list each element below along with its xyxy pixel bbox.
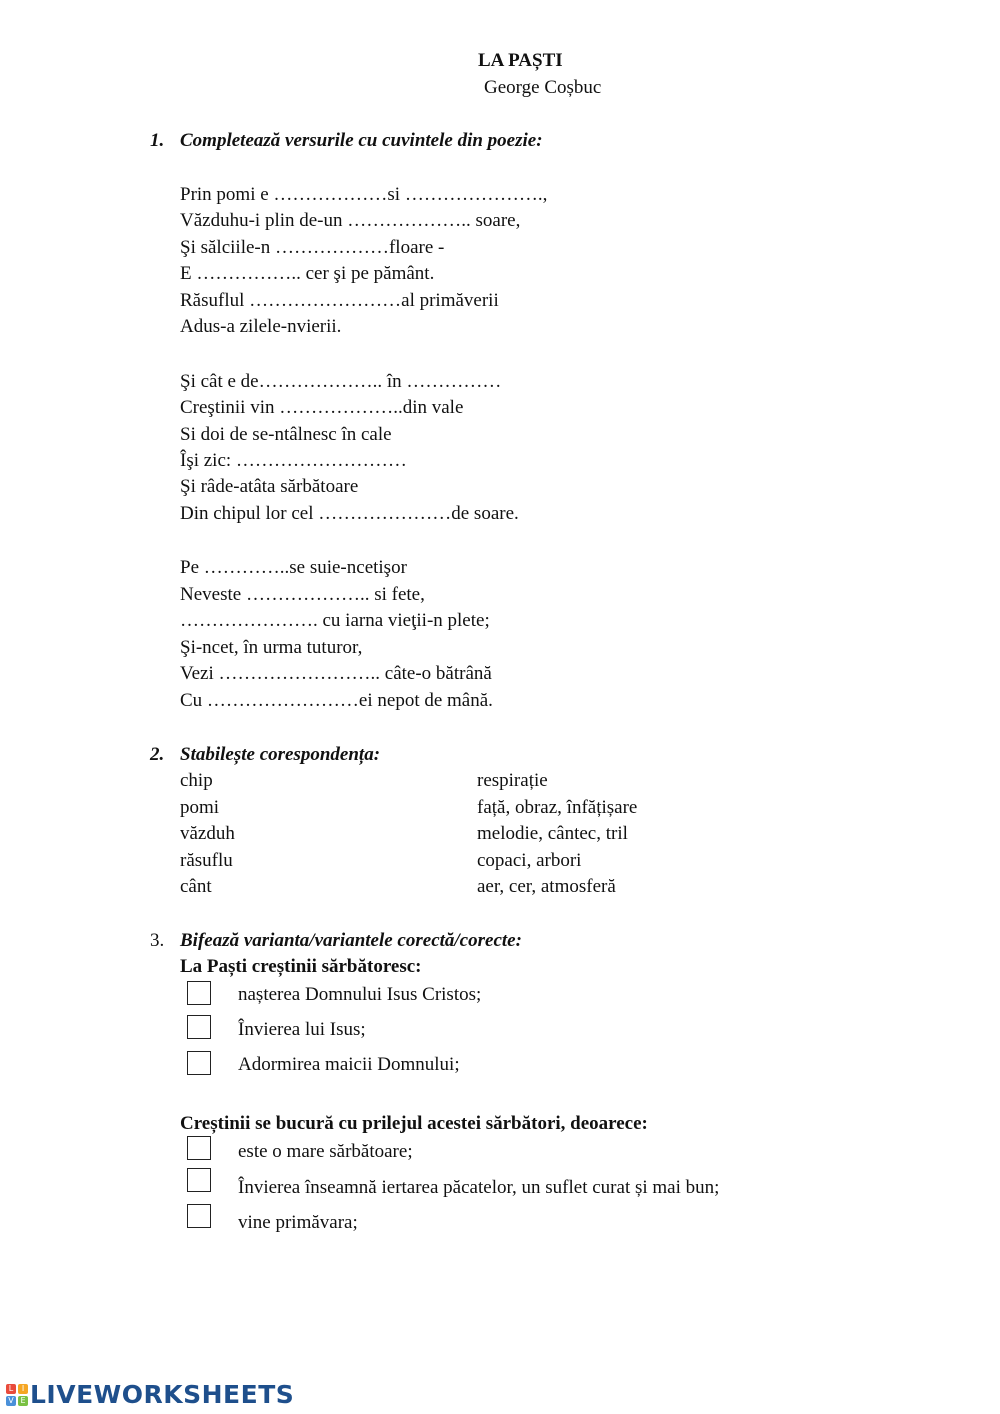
poem-line: Prin pomi e ………………si …………………., bbox=[180, 184, 548, 205]
poem-line: Cu ……………………ei nepot de mână. bbox=[180, 690, 493, 711]
match-term[interactable]: chip bbox=[180, 770, 213, 791]
liveworksheets-logo bbox=[6, 1380, 294, 1409]
exercise-1-number: 1. bbox=[150, 130, 165, 151]
match-term[interactable]: răsuflu bbox=[180, 850, 233, 871]
match-definition[interactable]: față, obraz, înfățișare bbox=[477, 797, 638, 818]
option-label: Învierea înseamnă iertarea păcatelor, un suflet curat și mai bun; bbox=[238, 1177, 720, 1198]
question-2: Creștinii se bucură cu prilejul acestei sărbători, deoarece: bbox=[180, 1113, 648, 1134]
poem-line: Răsuflul ……………………al primăverii bbox=[180, 290, 499, 311]
poem-line: Creştinii vin ………………..din vale bbox=[180, 397, 464, 418]
option-label: este o mare sărbătoare; bbox=[238, 1141, 413, 1162]
option-label: vine primăvara; bbox=[238, 1212, 358, 1233]
exercise-1-title: Completează versurile cu cuvintele din poezie: bbox=[180, 130, 543, 151]
question-1: La Paști creștinii sărbătoresc: bbox=[180, 956, 422, 977]
poem-line: Şi cât e de……………….. în …………… bbox=[180, 371, 502, 392]
poem-line: Neveste ……………….. si fete, bbox=[180, 584, 425, 605]
poem-line: E …………….. cer şi pe pământ. bbox=[180, 263, 435, 284]
option-label: Învierea lui Isus; bbox=[238, 1019, 366, 1040]
exercise-2-number: 2. bbox=[150, 744, 165, 765]
option-checkbox[interactable] bbox=[187, 1204, 211, 1228]
poem-line: Din chipul lor cel …………………de soare. bbox=[180, 503, 519, 524]
exercise-2-title: Stabilește corespondența: bbox=[180, 744, 381, 765]
match-term[interactable]: pomi bbox=[180, 797, 220, 818]
poem-line: Şi râde-atâta sărbătoare bbox=[180, 476, 359, 497]
poem-line: Şi sălciile-n ………………floare - bbox=[180, 237, 445, 258]
match-term[interactable]: văzduh bbox=[180, 823, 235, 844]
poem-line: Vezi …………………….. câte-o bătrână bbox=[180, 663, 492, 684]
option-checkbox[interactable] bbox=[187, 1168, 211, 1192]
match-definition[interactable]: melodie, cântec, tril bbox=[477, 823, 628, 844]
match-definition[interactable]: copaci, arbori bbox=[477, 850, 582, 871]
option-checkbox[interactable] bbox=[187, 981, 211, 1005]
option-checkbox[interactable] bbox=[187, 1015, 211, 1039]
poem-line: Si doi de se-ntâlnesc în cale bbox=[180, 424, 392, 445]
poem-line: Văzduhu-i plin de-un ……………….. soare, bbox=[180, 210, 521, 231]
poem-line: Adus-a zilele-nvierii. bbox=[180, 316, 342, 337]
poem-line: Îşi zic: ……………………… bbox=[180, 450, 407, 471]
poem-line: Pe …………..se suie-ncetişor bbox=[180, 557, 407, 578]
match-definition[interactable]: respirație bbox=[477, 770, 548, 791]
option-label: Adormirea maicii Domnului; bbox=[238, 1054, 460, 1075]
match-term[interactable]: cânt bbox=[180, 876, 212, 897]
exercise-3-title: Bifează varianta/variantele corectă/corecte: bbox=[180, 930, 522, 951]
author-name: George Coșbuc bbox=[484, 77, 602, 98]
logo-blocks-icon: L I V E bbox=[6, 1384, 28, 1406]
match-definition[interactable]: aer, cer, atmosferă bbox=[477, 876, 616, 897]
option-checkbox[interactable] bbox=[187, 1136, 211, 1160]
exercise-3-number: 3. bbox=[150, 930, 165, 951]
worksheet-title: LA PAȘTI bbox=[478, 50, 563, 71]
option-label: nașterea Domnului Isus Cristos; bbox=[238, 984, 482, 1005]
option-checkbox[interactable] bbox=[187, 1051, 211, 1075]
poem-line: …………………. cu iarna vieţii-n plete; bbox=[180, 610, 490, 631]
poem-line: Şi-ncet, în urma tuturor, bbox=[180, 637, 363, 658]
brand-name: LIVEWORKSHEETS bbox=[30, 1380, 295, 1409]
